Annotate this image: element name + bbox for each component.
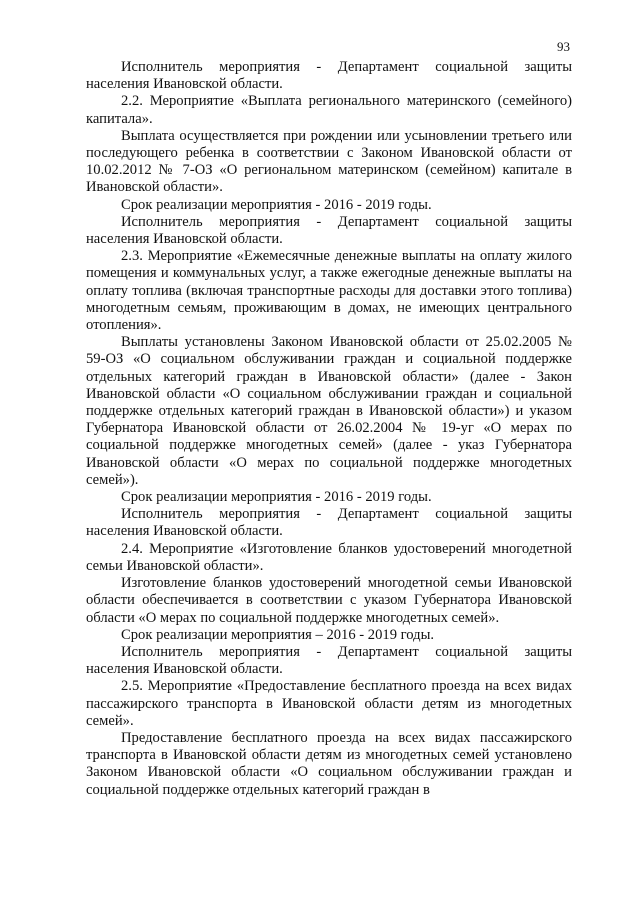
paragraph-payments-law: Выплаты установлены Законом Ивановской области от 25.02.2005 № 59-ОЗ «О социальном обслуживании граждан и социальной поддержке отдельных категорий граждан в Ивановской области» (далее - Закон Ивановской области «О социальном обслуживании граждан и социальной поддержке отдельных категорий граждан в Ивановской области») и указом Губернатора Ивановской области от 26.02.2004 № 19-уг «О мерах по социальной поддержке многодетных семей» (далее - указ Губернатора Ивановской области «О мерах по социальной поддержке многодетных семей»).	[86, 334, 572, 488]
paragraph-measure-2-5: 2.5. Мероприятие «Предоставление бесплатного проезда на всех видах пассажирского транспорта в Ивановской области детям из многодетных семей».	[86, 678, 572, 729]
paragraph-measure-2-4: 2.4. Мероприятие «Изготовление бланков удостоверений многодетной семьи Ивановской области».	[86, 540, 572, 574]
paragraph-executor-1: Исполнитель мероприятия - Департамент социальной защиты населения Ивановской области.	[86, 59, 572, 93]
paragraph-executor-3: Исполнитель мероприятия - Департамент социальной защиты населения Ивановской области.	[86, 506, 572, 540]
paragraph-term-2: Срок реализации мероприятия - 2016 - 2019 годы.	[121, 489, 432, 506]
paragraph-executor-4: Исполнитель мероприятия - Департамент социальной защиты населения Ивановской области.	[86, 643, 572, 678]
paragraph-payment-description: Выплата осуществляется при рождении или усыновлении третьего или последующего ребенка в соответствии с Законом Ивановской области от 10.02.2012 № 7-ОЗ «О региональном материнском (семейном) капитале в Ивановской области».	[86, 127, 572, 196]
paragraph-executor-2: Исполнитель мероприятия - Департамент социальной защиты населения Ивановской области.	[86, 213, 572, 248]
paragraph-blanks-description: Изготовление бланков удостоверений многодетной семьи Ивановской области обеспечивается в соответствии с указом Губернатора Ивановской области «О мерах по социальной поддержке многодетных семей».	[86, 575, 572, 626]
document-body	[86, 59, 572, 799]
paragraph-term-1: Срок реализации мероприятия - 2016 - 2019 годы.	[121, 196, 432, 213]
page-number: 93	[557, 39, 570, 54]
paragraph-measure-2-3: 2.3. Мероприятие «Ежемесячные денежные выплаты на оплату жилого помещения и коммунальных услуг, а также ежегодные денежные выплаты на оплату топлива (включая транспортные расходы для доставки этого топлива) многодетным семьям, проживающим в домах, не имеющих центрального отопления».	[86, 248, 572, 334]
paragraph-term-3: Срок реализации мероприятия – 2016 - 2019 годы.	[121, 626, 435, 643]
paragraph-free-travel-description: Предоставление бесплатного проезда на всех видах пассажирского транспорта в Ивановской области детям из многодетных семей установлено Законом Ивановской области «О социальном обслуживании граждан и социальной поддержке отдельных категорий граждан в	[86, 729, 572, 798]
paragraph-measure-2-2: 2.2. Мероприятие «Выплата регионального материнского (семейного) капитала».	[86, 93, 572, 127]
